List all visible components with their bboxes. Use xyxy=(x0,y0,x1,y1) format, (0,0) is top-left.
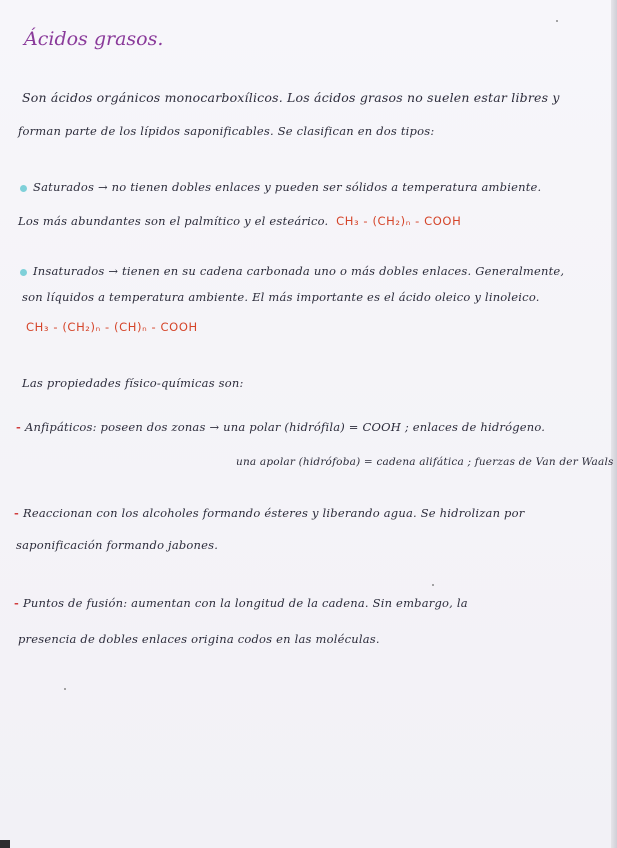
paper-speck xyxy=(432,584,434,586)
amphipathic-line-1: - Anfipáticos: poseen dos zonas → una polar (hidrófila) = COOH ; enlaces de hidrógeno. xyxy=(16,420,546,434)
bullet-icon xyxy=(20,185,27,192)
bullet-icon xyxy=(20,269,27,276)
intro-line-1: Son ácidos orgánicos monocarboxílicos. Los ácidos grasos no suelen estar libres y xyxy=(22,90,560,105)
dash-icon: - xyxy=(14,506,19,520)
intro-line-2: forman parte de los lípidos saponificables. Se clasifican en dos tipos: xyxy=(18,124,435,138)
page-title: Ácidos grasos. xyxy=(24,28,164,50)
paper-speck xyxy=(64,688,66,690)
dash-icon: - xyxy=(16,420,21,434)
unsaturated-line-2: son líquidos a temperatura ambiente. El más importante es el ácido oleico y linoleico. xyxy=(22,290,540,304)
reactions-line-1: - Reaccionan con los alcoholes formando ésteres y liberando agua. Se hidrolizan por xyxy=(14,506,525,520)
paper-speck xyxy=(556,20,558,22)
melting-line-2: presencia de dobles enlaces origina codos en las moléculas. xyxy=(18,632,380,646)
unsaturated-line-1: Insaturados → tienen en su cadena carbonada uno o más dobles enlaces. Generalmente, xyxy=(20,264,564,278)
unsaturated-formula: CH₃ - (CH₂)ₙ - (CH)ₙ - COOH xyxy=(26,320,198,334)
properties-heading: Las propiedades físico-químicas son: xyxy=(22,376,244,390)
page-edge-shadow xyxy=(611,0,617,848)
melting-line-1: - Puntos de fusión: aumentan con la longitud de la cadena. Sin embargo, la xyxy=(14,596,468,610)
page-corner xyxy=(0,840,10,848)
amphipathic-line-2: una apolar (hidrófoba) = cadena alifática ; fuerzas de Van der Waals xyxy=(236,456,614,468)
saturated-formula: CH₃ - (CH₂)ₙ - COOH xyxy=(336,214,462,228)
reactions-line-2: saponificación formando jabones. xyxy=(16,538,219,552)
dash-icon: - xyxy=(14,596,19,610)
saturated-line-2: Los más abundantes son el palmítico y el esteárico. CH₃ - (CH₂)ₙ - COOH xyxy=(18,214,462,228)
saturated-line-1: Saturados → no tienen dobles enlaces y pueden ser sólidos a temperatura ambiente. xyxy=(20,180,541,194)
